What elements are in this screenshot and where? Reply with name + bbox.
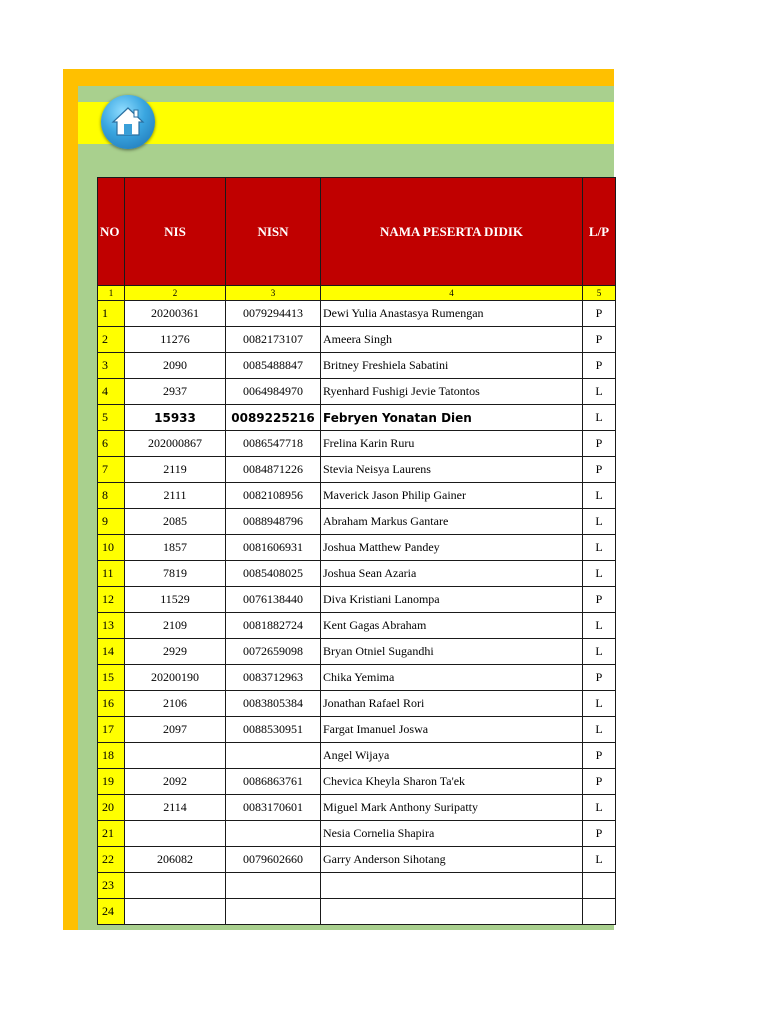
yellow-title-band [78, 102, 614, 144]
home-icon [110, 104, 146, 140]
row-no-cell[interactable]: 21 [98, 821, 125, 847]
lp-cell[interactable]: P [583, 587, 616, 613]
table-row [98, 665, 616, 691]
nisn-cell[interactable]: 0079294413 [226, 301, 321, 327]
row-no-cell[interactable]: 20 [98, 795, 125, 821]
nama-cell[interactable]: Stevia Neisya Laurens [321, 457, 583, 483]
lp-cell[interactable]: P [583, 353, 616, 379]
nama-cell[interactable]: Ryenhard Fushigi Jevie Tatontos [321, 379, 583, 405]
nis-cell[interactable]: 2111 [125, 483, 226, 509]
nama-cell[interactable]: Bryan Otniel Sugandhi [321, 639, 583, 665]
nis-cell[interactable]: 2092 [125, 769, 226, 795]
nis-cell[interactable]: 11529 [125, 587, 226, 613]
nis-cell[interactable]: 15933 [125, 405, 226, 431]
nis-cell[interactable]: 1857 [125, 535, 226, 561]
row-no-cell[interactable]: 2 [98, 327, 125, 353]
table-row [98, 431, 616, 457]
table-row [98, 847, 616, 873]
index-cell: 1 [98, 286, 125, 301]
nis-cell[interactable]: 2114 [125, 795, 226, 821]
table-row [98, 691, 616, 717]
index-cell: 2 [125, 286, 226, 301]
nisn-cell[interactable]: 0082173107 [226, 327, 321, 353]
nama-cell[interactable]: Frelina Karin Ruru [321, 431, 583, 457]
header-nisn: NISN [226, 178, 321, 286]
table-row [98, 353, 616, 379]
nisn-cell[interactable]: 0085488847 [226, 353, 321, 379]
row-no-cell[interactable]: 17 [98, 717, 125, 743]
nis-cell[interactable] [125, 899, 226, 925]
nisn-cell[interactable]: 0088530951 [226, 717, 321, 743]
table-row [98, 821, 616, 847]
row-no-cell[interactable]: 5 [98, 405, 125, 431]
lp-cell[interactable]: L [583, 795, 616, 821]
nis-cell[interactable]: 2937 [125, 379, 226, 405]
row-no-cell[interactable]: 18 [98, 743, 125, 769]
row-no-cell[interactable]: 11 [98, 561, 125, 587]
nisn-cell[interactable] [226, 873, 321, 899]
nisn-cell[interactable]: 0083170601 [226, 795, 321, 821]
row-no-cell[interactable]: 4 [98, 379, 125, 405]
table-row [98, 509, 616, 535]
nisn-cell[interactable]: 0086547718 [226, 431, 321, 457]
lp-cell[interactable]: L [583, 483, 616, 509]
nis-cell[interactable]: 20200361 [125, 301, 226, 327]
home-button[interactable] [101, 95, 155, 149]
nisn-cell[interactable]: 0072659098 [226, 639, 321, 665]
nisn-cell[interactable] [226, 821, 321, 847]
nis-cell[interactable]: 2106 [125, 691, 226, 717]
nama-cell[interactable]: Britney Freshiela Sabatini [321, 353, 583, 379]
table-row [98, 483, 616, 509]
row-no-cell[interactable]: 9 [98, 509, 125, 535]
lp-cell[interactable]: P [583, 327, 616, 353]
table-row [98, 795, 616, 821]
table-row [98, 561, 616, 587]
row-no-cell[interactable]: 15 [98, 665, 125, 691]
lp-cell[interactable]: P [583, 665, 616, 691]
nama-cell[interactable]: Joshua Matthew Pandey [321, 535, 583, 561]
index-cell: 3 [226, 286, 321, 301]
row-no-cell[interactable]: 24 [98, 899, 125, 925]
nis-cell[interactable] [125, 821, 226, 847]
lp-cell[interactable]: L [583, 847, 616, 873]
index-cell: 5 [583, 286, 616, 301]
row-no-cell[interactable]: 7 [98, 457, 125, 483]
nis-cell[interactable]: 2929 [125, 639, 226, 665]
nis-cell[interactable]: 202000867 [125, 431, 226, 457]
lp-cell[interactable]: L [583, 509, 616, 535]
lp-cell[interactable]: L [583, 717, 616, 743]
nisn-cell[interactable]: 0088948796 [226, 509, 321, 535]
lp-cell[interactable]: L [583, 405, 616, 431]
nisn-cell[interactable]: 0086863761 [226, 769, 321, 795]
nama-cell[interactable]: Fargat Imanuel Joswa [321, 717, 583, 743]
header-lp: L/P [583, 178, 616, 286]
table-row [98, 327, 616, 353]
nisn-cell[interactable]: 0076138440 [226, 587, 321, 613]
header-nama: NAMA PESERTA DIDIK [321, 178, 583, 286]
lp-cell[interactable]: L [583, 639, 616, 665]
nama-cell[interactable]: Ameera Singh [321, 327, 583, 353]
lp-cell[interactable]: P [583, 457, 616, 483]
column-index-row [98, 286, 616, 301]
nisn-cell[interactable]: 0085408025 [226, 561, 321, 587]
lp-cell[interactable]: P [583, 301, 616, 327]
nama-cell[interactable]: Chevica Kheyla Sharon Ta'ek [321, 769, 583, 795]
nisn-cell[interactable]: 0083805384 [226, 691, 321, 717]
nisn-cell[interactable]: 0081606931 [226, 535, 321, 561]
table-row [98, 743, 616, 769]
table-row [98, 587, 616, 613]
table-row [98, 457, 616, 483]
nama-cell[interactable]: Diva Kristiani Lanompa [321, 587, 583, 613]
nama-cell[interactable]: Kent Gagas Abraham [321, 613, 583, 639]
nama-cell[interactable] [321, 873, 583, 899]
student-table [97, 177, 616, 925]
row-no-cell[interactable]: 19 [98, 769, 125, 795]
lp-cell[interactable]: L [583, 535, 616, 561]
lp-cell[interactable]: L [583, 613, 616, 639]
nisn-cell[interactable] [226, 743, 321, 769]
lp-cell[interactable] [583, 873, 616, 899]
nis-cell[interactable]: 206082 [125, 847, 226, 873]
nama-cell[interactable]: Dewi Yulia Anastasya Rumengan [321, 301, 583, 327]
nis-cell[interactable] [125, 743, 226, 769]
nis-cell[interactable]: 11276 [125, 327, 226, 353]
nama-cell[interactable]: Febryen Yonatan Dien [321, 405, 583, 431]
nisn-cell[interactable]: 0082108956 [226, 483, 321, 509]
table-row [98, 379, 616, 405]
row-no-cell[interactable]: 12 [98, 587, 125, 613]
nisn-cell[interactable]: 0083712963 [226, 665, 321, 691]
table-row [98, 613, 616, 639]
lp-cell[interactable]: P [583, 769, 616, 795]
table-row [98, 405, 616, 431]
row-no-cell[interactable]: 23 [98, 873, 125, 899]
nis-cell[interactable]: 20200190 [125, 665, 226, 691]
table-row [98, 639, 616, 665]
nis-cell[interactable]: 7819 [125, 561, 226, 587]
nis-cell[interactable]: 2109 [125, 613, 226, 639]
nis-cell[interactable]: 2090 [125, 353, 226, 379]
nisn-cell[interactable]: 0081882724 [226, 613, 321, 639]
row-no-cell[interactable]: 10 [98, 535, 125, 561]
row-no-cell[interactable]: 13 [98, 613, 125, 639]
table-row [98, 535, 616, 561]
table-row [98, 769, 616, 795]
header-no: NO [98, 178, 125, 286]
lp-cell[interactable]: P [583, 431, 616, 457]
lp-cell[interactable]: P [583, 821, 616, 847]
nis-cell[interactable]: 2119 [125, 457, 226, 483]
lp-cell[interactable] [583, 899, 616, 925]
row-no-cell[interactable]: 14 [98, 639, 125, 665]
nama-cell[interactable] [321, 899, 583, 925]
lp-cell[interactable]: L [583, 561, 616, 587]
nama-cell[interactable]: Abraham Markus Gantare [321, 509, 583, 535]
nisn-cell[interactable]: 0079602660 [226, 847, 321, 873]
nama-cell[interactable]: Miguel Mark Anthony Suripatty [321, 795, 583, 821]
lp-cell[interactable]: L [583, 379, 616, 405]
nama-cell[interactable]: Maverick Jason Philip Gainer [321, 483, 583, 509]
table-row [98, 899, 616, 925]
row-no-cell[interactable]: 3 [98, 353, 125, 379]
nama-cell[interactable]: Joshua Sean Azaria [321, 561, 583, 587]
header-row [98, 178, 616, 286]
nama-cell[interactable]: Angel Wijaya [321, 743, 583, 769]
table-row [98, 717, 616, 743]
header-nis: NIS [125, 178, 226, 286]
nisn-cell[interactable]: 0064984970 [226, 379, 321, 405]
row-no-cell[interactable]: 22 [98, 847, 125, 873]
nis-cell[interactable] [125, 873, 226, 899]
table-row [98, 873, 616, 899]
nama-cell[interactable]: Garry Anderson Sihotang [321, 847, 583, 873]
row-no-cell[interactable]: 6 [98, 431, 125, 457]
nisn-cell[interactable]: 0089225216 [226, 405, 321, 431]
nisn-cell[interactable] [226, 899, 321, 925]
lp-cell[interactable]: P [583, 743, 616, 769]
nisn-cell[interactable]: 0084871226 [226, 457, 321, 483]
row-no-cell[interactable]: 8 [98, 483, 125, 509]
lp-cell[interactable]: L [583, 691, 616, 717]
nis-cell[interactable]: 2097 [125, 717, 226, 743]
nama-cell[interactable]: Chika Yemima [321, 665, 583, 691]
nama-cell[interactable]: Nesia Cornelia Shapira [321, 821, 583, 847]
row-no-cell[interactable]: 16 [98, 691, 125, 717]
nis-cell[interactable]: 2085 [125, 509, 226, 535]
row-no-cell[interactable]: 1 [98, 301, 125, 327]
index-cell: 4 [321, 286, 583, 301]
nama-cell[interactable]: Jonathan Rafael Rori [321, 691, 583, 717]
table-row [98, 301, 616, 327]
